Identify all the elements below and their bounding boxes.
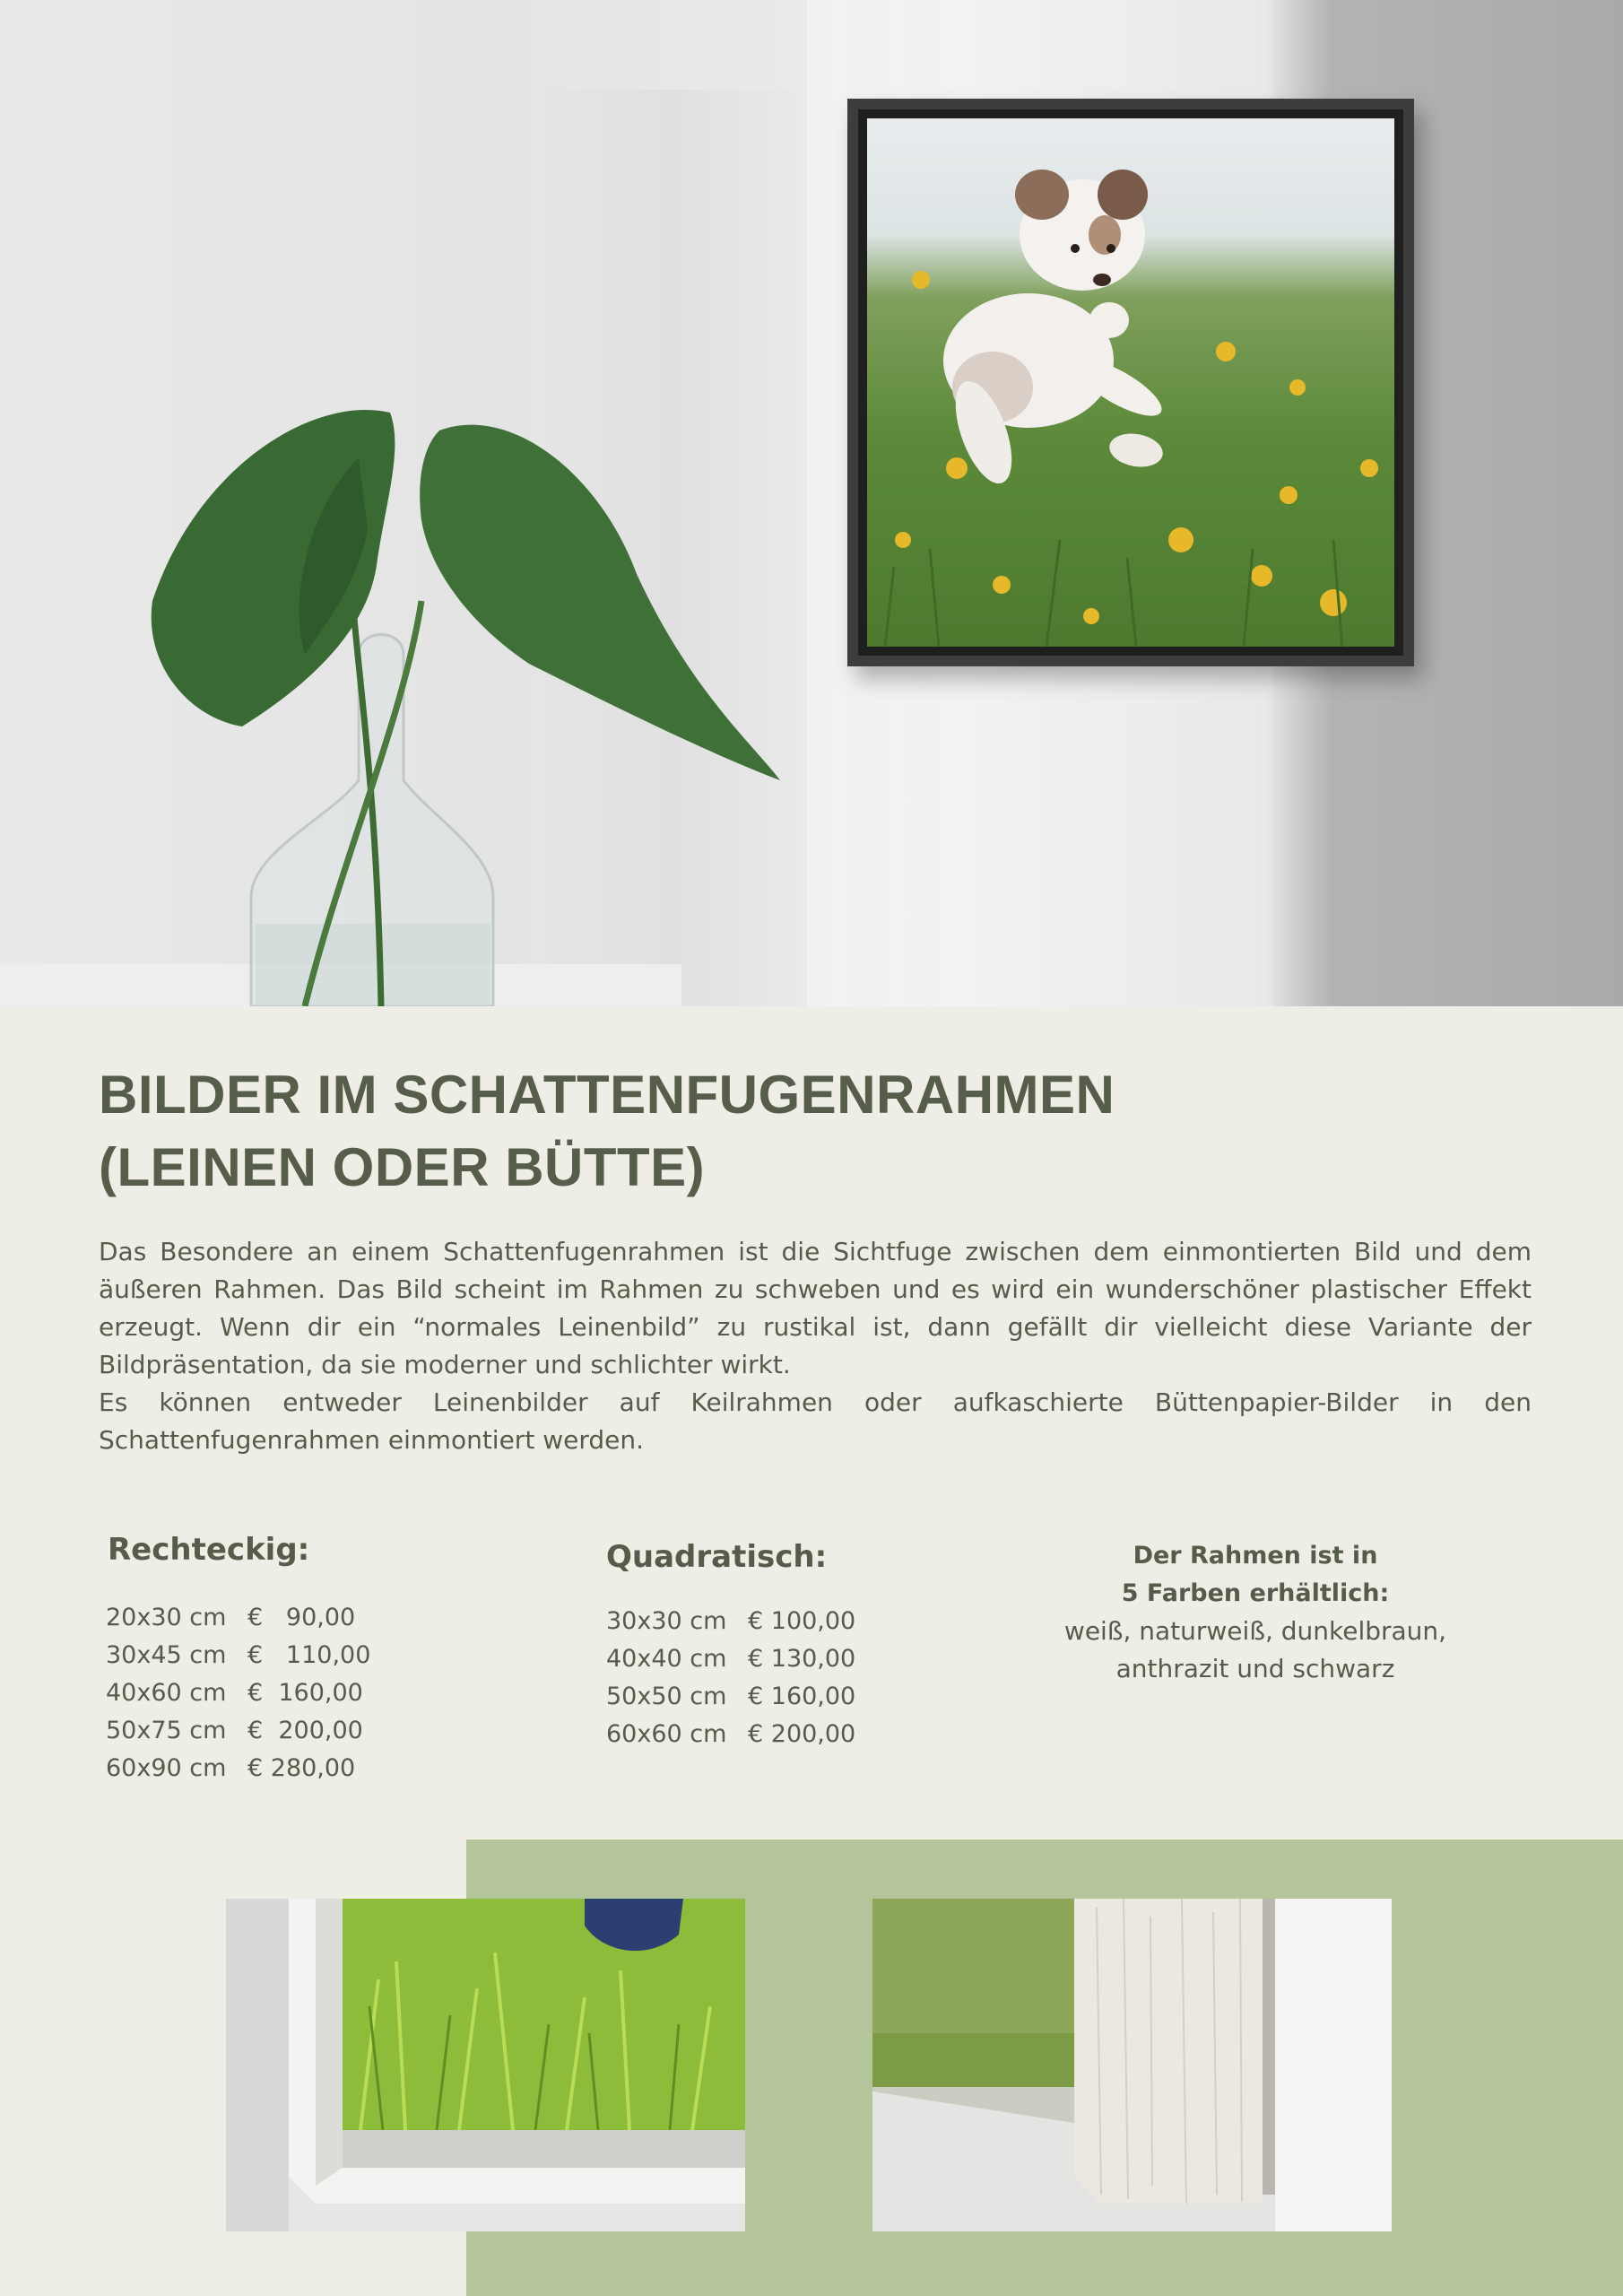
- price-value: € 280,00: [247, 1754, 356, 1782]
- price-size: 30x45 cm: [106, 1641, 227, 1669]
- price-row: [106, 1750, 370, 1787]
- frame-info-line-4: anthrazit und schwarz: [1115, 1654, 1395, 1683]
- hero-photo: [0, 0, 1623, 1006]
- price-size: 60x60 cm: [606, 1720, 727, 1748]
- price-size: 50x50 cm: [606, 1683, 727, 1710]
- price-size: 40x60 cm: [106, 1679, 227, 1707]
- puppy-icon: [867, 118, 1394, 647]
- price-row: [606, 1603, 855, 1640]
- natural-frame-corner-icon: [872, 1899, 1392, 2231]
- price-value: € 100,00: [748, 1607, 856, 1635]
- frame-info-line-1: Der Rahmen ist in: [1133, 1542, 1378, 1570]
- rectangular-price-list: [106, 1599, 370, 1787]
- white-frame-corner-icon: [226, 1899, 745, 2231]
- puppy-meadow-photo: [867, 118, 1394, 647]
- price-row: [106, 1637, 370, 1674]
- price-row: [106, 1599, 370, 1637]
- price-size: 40x40 cm: [606, 1645, 727, 1673]
- frame-info-line-3: weiß, naturweiß, dunkelbraun,: [1063, 1616, 1447, 1646]
- intro-paragraph-1: Das Besondere an einem Schattenfugenrahmen ist die Sichtfuge zwischen dem einmontierten Bild und dem äußeren Rahmen. Das Bild scheint im Rahmen zu schweben und es wird ein wunderschöner plastischer Effekt erzeugt. Wenn dir ein “normales Leinenbild” zu rustikal ist, dann gefällt dir vielleicht diese Variante der Bildpräsentation, da sie moderner und schlichter wirkt.: [99, 1237, 1532, 1379]
- frame-detail-photo-white: [226, 1899, 745, 2231]
- price-value: € 90,00: [247, 1604, 356, 1631]
- price-size: 30x30 cm: [606, 1607, 727, 1635]
- frame-detail-photo-natural: [872, 1899, 1392, 2231]
- intro-text: [99, 1233, 1532, 1459]
- intro-paragraph-2: Es können entweder Leinenbilder auf Keilrahmen oder aufkaschierte Büttenpapier-Bilder in den Schattenfugenrahmen einmontiert werden.: [99, 1387, 1532, 1455]
- price-row: [606, 1716, 855, 1753]
- price-size: 50x75 cm: [106, 1717, 227, 1744]
- square-price-list: [606, 1603, 855, 1753]
- framed-picture: [847, 99, 1414, 666]
- price-row: [106, 1712, 370, 1750]
- price-row: [606, 1678, 855, 1716]
- price-row: [106, 1674, 370, 1712]
- title-line-1: BILDER IM SCHATTENFUGENRAHMEN: [99, 1065, 1115, 1125]
- price-size: 20x30 cm: [106, 1604, 227, 1631]
- price-size: 60x90 cm: [106, 1754, 227, 1782]
- frame-colors-info: [1022, 1537, 1488, 1688]
- plant-vase-icon: [135, 395, 816, 1006]
- price-value: € 130,00: [748, 1645, 856, 1673]
- frame-info-line-2: 5 Farben erhältlich:: [1121, 1579, 1390, 1607]
- title-line-2: (LEINEN ODER BÜTTE): [99, 1137, 706, 1197]
- price-row: [606, 1640, 855, 1678]
- price-value: € 200,00: [247, 1717, 363, 1744]
- price-value: € 160,00: [748, 1683, 856, 1710]
- square-heading: Quadratisch:: [606, 1539, 828, 1575]
- price-value: € 200,00: [748, 1720, 856, 1748]
- rectangular-heading: Rechteckig:: [108, 1532, 310, 1568]
- price-value: € 160,00: [247, 1679, 363, 1707]
- page-title: [99, 1058, 1444, 1204]
- price-value: € 110,00: [247, 1641, 371, 1669]
